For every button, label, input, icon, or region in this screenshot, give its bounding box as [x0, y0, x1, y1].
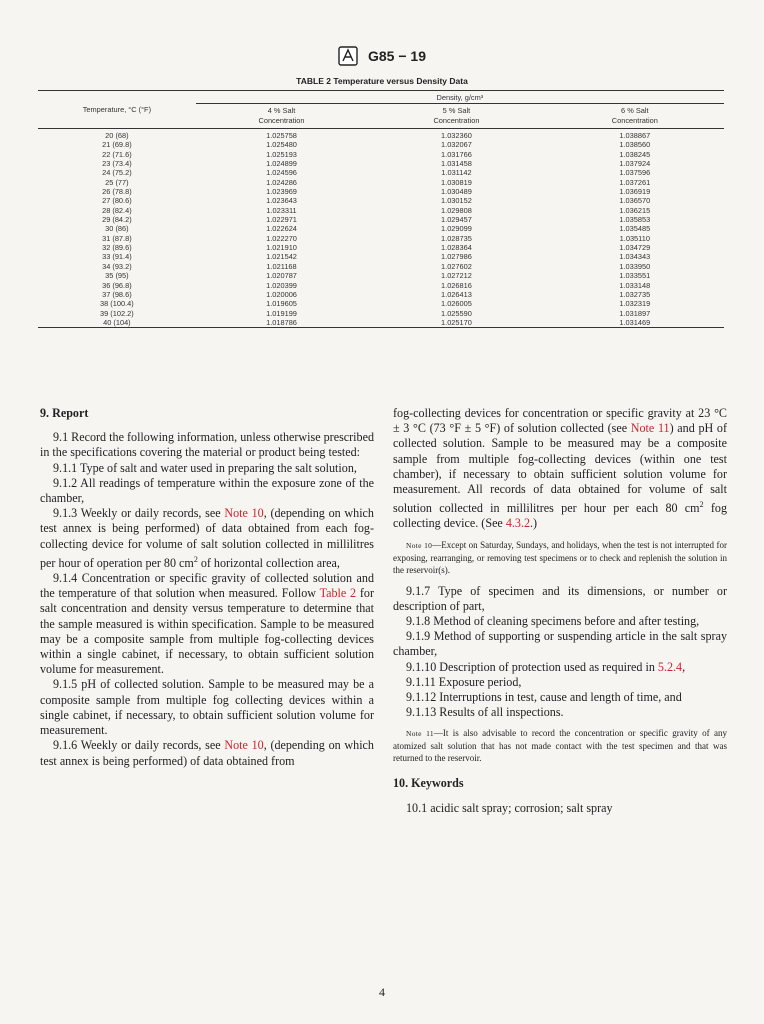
table-cell: 1.035853	[619, 215, 651, 225]
paragraph: 9.1 Record the following information, unless otherwise prescribed in the specifications covering the material or product being tested:	[40, 430, 374, 460]
table-cell: 1.031469	[619, 317, 651, 327]
table-cell: 36 (96.8)	[102, 280, 132, 290]
table-cell: 1.023969	[266, 187, 297, 197]
table-cell: 1.025590	[441, 308, 472, 318]
table-row	[38, 234, 724, 243]
table-cell: 1.030819	[441, 177, 472, 187]
table-cell: 23 (73.4)	[102, 159, 132, 169]
table-cell: 1.037596	[619, 168, 651, 178]
table-cell: 1.032735	[619, 289, 651, 299]
density-table	[38, 90, 724, 328]
table-row	[38, 318, 724, 328]
table-row	[38, 178, 724, 187]
table-cell: 1.033148	[619, 280, 651, 290]
table-cell: 39 (102.2)	[100, 308, 134, 318]
table-row	[38, 150, 724, 159]
table-header-col: Concentration	[433, 116, 480, 125]
table-cell: 1.032360	[441, 131, 472, 140]
table-cell: 1.027602	[441, 261, 472, 271]
table-row	[38, 159, 724, 168]
paragraph: 10.1 acidic salt spray; corrosion; salt spray	[406, 800, 613, 815]
table-row	[38, 262, 724, 271]
table-cell: 1.026816	[441, 280, 472, 290]
table-cell: 28 (82.4)	[102, 205, 132, 215]
table-cell: 35 (95)	[105, 271, 129, 281]
table-cell: 34 (93.2)	[102, 261, 132, 271]
table-cell: 1.031142	[441, 168, 472, 178]
table-header-col: 5 % Salt	[442, 106, 471, 115]
table-row	[38, 271, 724, 280]
table-row	[38, 290, 724, 299]
table-link[interactable]: Table 2	[319, 586, 357, 601]
table-cell: 1.019199	[266, 308, 297, 318]
paragraph: 9.1.11 Exposure period,	[406, 674, 522, 689]
table-header-col: 4 % Salt	[267, 106, 296, 115]
table-cell: 1.024899	[266, 159, 297, 169]
paragraph: fog-collecting devices for concentration or specific gravity at 23 °C ± 3 °C (73 °F ± 5 °F) of solution collected (see Note 11) and pH of collected solution. Sample to be measured may be a composite sample from multiple fog-collecting devices (within one test chamber), if necessary to obtain sufficient solution volume for measurement. All records of data obtained for volume of salt solution collected in millilitres per hour per each 80 $cm^2$ fog collecting device. (See 4.3.2.)	[393, 406, 727, 531]
paragraph: 9.1.7 Type of specimen and its dimensions, or number or description of part,	[393, 583, 727, 613]
table-cell: 1.036919	[619, 187, 651, 197]
table-cell: 33 (91.4)	[102, 252, 132, 262]
table-cell: 1.038560	[619, 140, 651, 150]
table-cell: 1.036215	[619, 205, 651, 215]
table-cell: 1.023311	[266, 205, 297, 215]
paragraph: 9.1.4 Concentration or specific gravity of collected solution and the temperature of that solution when measured. Follow Table 2 for salt concentration and density versus temperature to determine that the sample measured is within specification. Sample to be measured may be a composite sample from multiple fog-collecting devices within a single cabinet, if necessary, to obtain sufficient solution volume for measurement.	[40, 571, 374, 677]
page-header	[0, 46, 764, 66]
page-number: 4	[379, 985, 385, 999]
table-cell: 37 (98.6)	[102, 289, 132, 299]
table-row	[38, 281, 724, 290]
table-cell: 31 (87.8)	[102, 233, 132, 243]
table-cell: 1.026005	[441, 299, 472, 309]
note-10: Note 10—Except on Saturday, Sundays, and holidays, when the test is not interrupted for exposing, rearranging, or removing test specimens or to check and replenish the solution in the reservoir(s).	[393, 539, 727, 575]
table-header-col: 6 % Salt	[621, 106, 649, 115]
table-row	[38, 215, 724, 224]
paragraph: 9.1.10 Description of protection used as required in 5.2.4,	[406, 659, 686, 674]
section-link[interactable]: 5.2.4	[657, 659, 683, 674]
table-cell: 21 (69.8)	[102, 140, 132, 150]
note-link[interactable]: Note 10	[224, 506, 264, 521]
table-cell: 1.037924	[619, 159, 651, 169]
table-cell: 40 (104)	[103, 317, 131, 327]
table-cell: 1.027986	[441, 252, 472, 262]
table-cell: 1.035485	[619, 224, 651, 234]
table-cell: 1.024596	[266, 168, 297, 178]
table-cell: 1.021910	[266, 243, 297, 253]
table-row	[38, 224, 724, 233]
note-link[interactable]: Note 10	[224, 738, 264, 753]
table-row	[38, 252, 724, 261]
note-11: Note 11—It is also advisable to record the concentration or specific gravity of any atomized salt solution that has not made contact with the test specimen and that was returned to the reservoir.	[393, 728, 727, 764]
table-row	[38, 299, 724, 308]
table-cell: 1.029457	[441, 215, 472, 225]
table-cell: 1.028735	[441, 233, 472, 243]
table-cell: 22 (71.6)	[102, 149, 132, 159]
paragraph: 9.1.6 Weekly or daily records, see Note 10, (depending on which test annex is being performed) of data obtained from	[40, 738, 374, 768]
paragraph: 9.1.1 Type of salt and water used in preparing the salt solution,	[53, 460, 357, 475]
left-column	[40, 406, 374, 769]
table-cell: 1.029808	[441, 205, 472, 215]
table-cell: 1.025170	[441, 317, 472, 327]
table-cell: 1.020399	[266, 280, 297, 290]
table-row	[38, 168, 724, 177]
table-cell: 1.033551	[619, 271, 651, 281]
table-cell: 1.023643	[266, 196, 297, 206]
table-cell: 32 (89.6)	[102, 243, 132, 253]
table-cell: 1.020787	[266, 271, 297, 281]
table-cell: 1.021168	[266, 261, 297, 271]
table-cell: 1.024286	[266, 177, 297, 187]
table-cell: 1.034343	[619, 252, 651, 262]
section-heading: 9. Report	[40, 406, 89, 420]
table-cell: 1.034729	[619, 243, 651, 253]
note-link[interactable]: Note 11	[630, 421, 670, 436]
section-link[interactable]: 4.3.2	[505, 516, 531, 531]
table-cell: 1.036570	[619, 196, 651, 206]
table-cell: 24 (75.2)	[102, 168, 132, 178]
table-cell: 26 (78.8)	[102, 187, 132, 197]
paragraph: 9.1.9 Method of supporting or suspending article in the salt spray chamber,	[393, 629, 727, 659]
paragraph: 9.1.13 Results of all inspections.	[406, 705, 564, 720]
table-cell: 1.032067	[441, 140, 472, 150]
table-cell: 1.030489	[441, 187, 472, 197]
table-cell: 1.032319	[619, 299, 651, 309]
table-cell: 1.038867	[619, 131, 651, 140]
table-cell: 1.021542	[266, 252, 297, 262]
table-cell: 30 (86)	[105, 224, 129, 234]
table-row	[38, 196, 724, 205]
table-cell: 1.031897	[619, 308, 651, 318]
table-cell: 1.027212	[441, 271, 472, 281]
table-cell: 27 (80.6)	[102, 196, 132, 206]
table-row	[38, 309, 724, 318]
table-row	[38, 206, 724, 215]
standard-designation: G85 − 19	[368, 48, 426, 64]
table-cell: 20 (68)	[105, 131, 129, 140]
section-heading: 10. Keywords	[393, 776, 464, 791]
table-cell: 1.025480	[266, 140, 297, 150]
table-cell: 1.037261	[619, 177, 651, 187]
table-caption: TABLE 2 Temperature versus Density Data	[296, 76, 468, 86]
table-cell: 1.018786	[266, 317, 297, 327]
table-cell: 1.035110	[619, 233, 650, 243]
table-header-density: Density, g/cm³	[196, 91, 724, 104]
table-row	[38, 187, 724, 196]
paragraph: 9.1.8 Method of cleaning specimens before and after testing,	[406, 614, 700, 629]
table-header-temperature: Temperature, °C (°F)	[82, 104, 152, 114]
table-cell: 1.031766	[441, 149, 472, 159]
table-header-col: Concentration	[258, 116, 305, 125]
paragraph: 9.1.2 All readings of temperature within the exposure zone of the chamber,	[40, 475, 374, 506]
table-cell: 1.028364	[441, 243, 472, 253]
paragraph: 9.1.3 Weekly or daily records, see Note 10, (depending on which test annex is being performed) of data obtained from each fog-collecting device for volume of salt solution collected in millilitres per hour of operation per 80 $cm^2$ of horizontal collection area,	[40, 506, 374, 570]
table-cell: 1.031458	[441, 159, 472, 169]
paragraph: 9.1.12 Interruptions in test, cause and length of time, and	[406, 690, 682, 705]
astm-logo-icon	[338, 46, 358, 66]
table-cell: 1.029099	[441, 224, 472, 234]
table-row	[38, 243, 724, 252]
table-cell: 38 (100.4)	[100, 299, 134, 309]
table-cell: 1.025758	[266, 131, 297, 140]
paragraph: 9.1.5 pH of collected solution. Sample to be measured may be a composite sample from multiple fog collecting devices within a single cabinet, if necessary, to obtain sufficient solution volume for measurement.	[40, 677, 374, 738]
table-cell: 1.033950	[619, 261, 651, 271]
table-cell: 29 (84.2)	[102, 215, 132, 225]
table-header-col: Concentration	[611, 116, 658, 125]
table-body	[38, 129, 724, 328]
table-cell: 1.025193	[266, 149, 297, 159]
table-cell: 1.022971	[266, 215, 297, 225]
table-cell: 25 (77)	[105, 177, 129, 187]
table-cell: 1.019605	[266, 299, 297, 309]
table-cell: 1.020006	[266, 289, 297, 299]
table-row	[38, 140, 724, 149]
table-cell: 1.022624	[266, 224, 297, 234]
table-cell: 1.030152	[441, 196, 472, 206]
right-column	[393, 406, 727, 816]
table-cell: 1.026413	[441, 289, 472, 299]
table-cell: 1.022270	[266, 233, 297, 243]
table-cell: 1.038245	[619, 149, 651, 159]
table-row	[38, 129, 724, 141]
